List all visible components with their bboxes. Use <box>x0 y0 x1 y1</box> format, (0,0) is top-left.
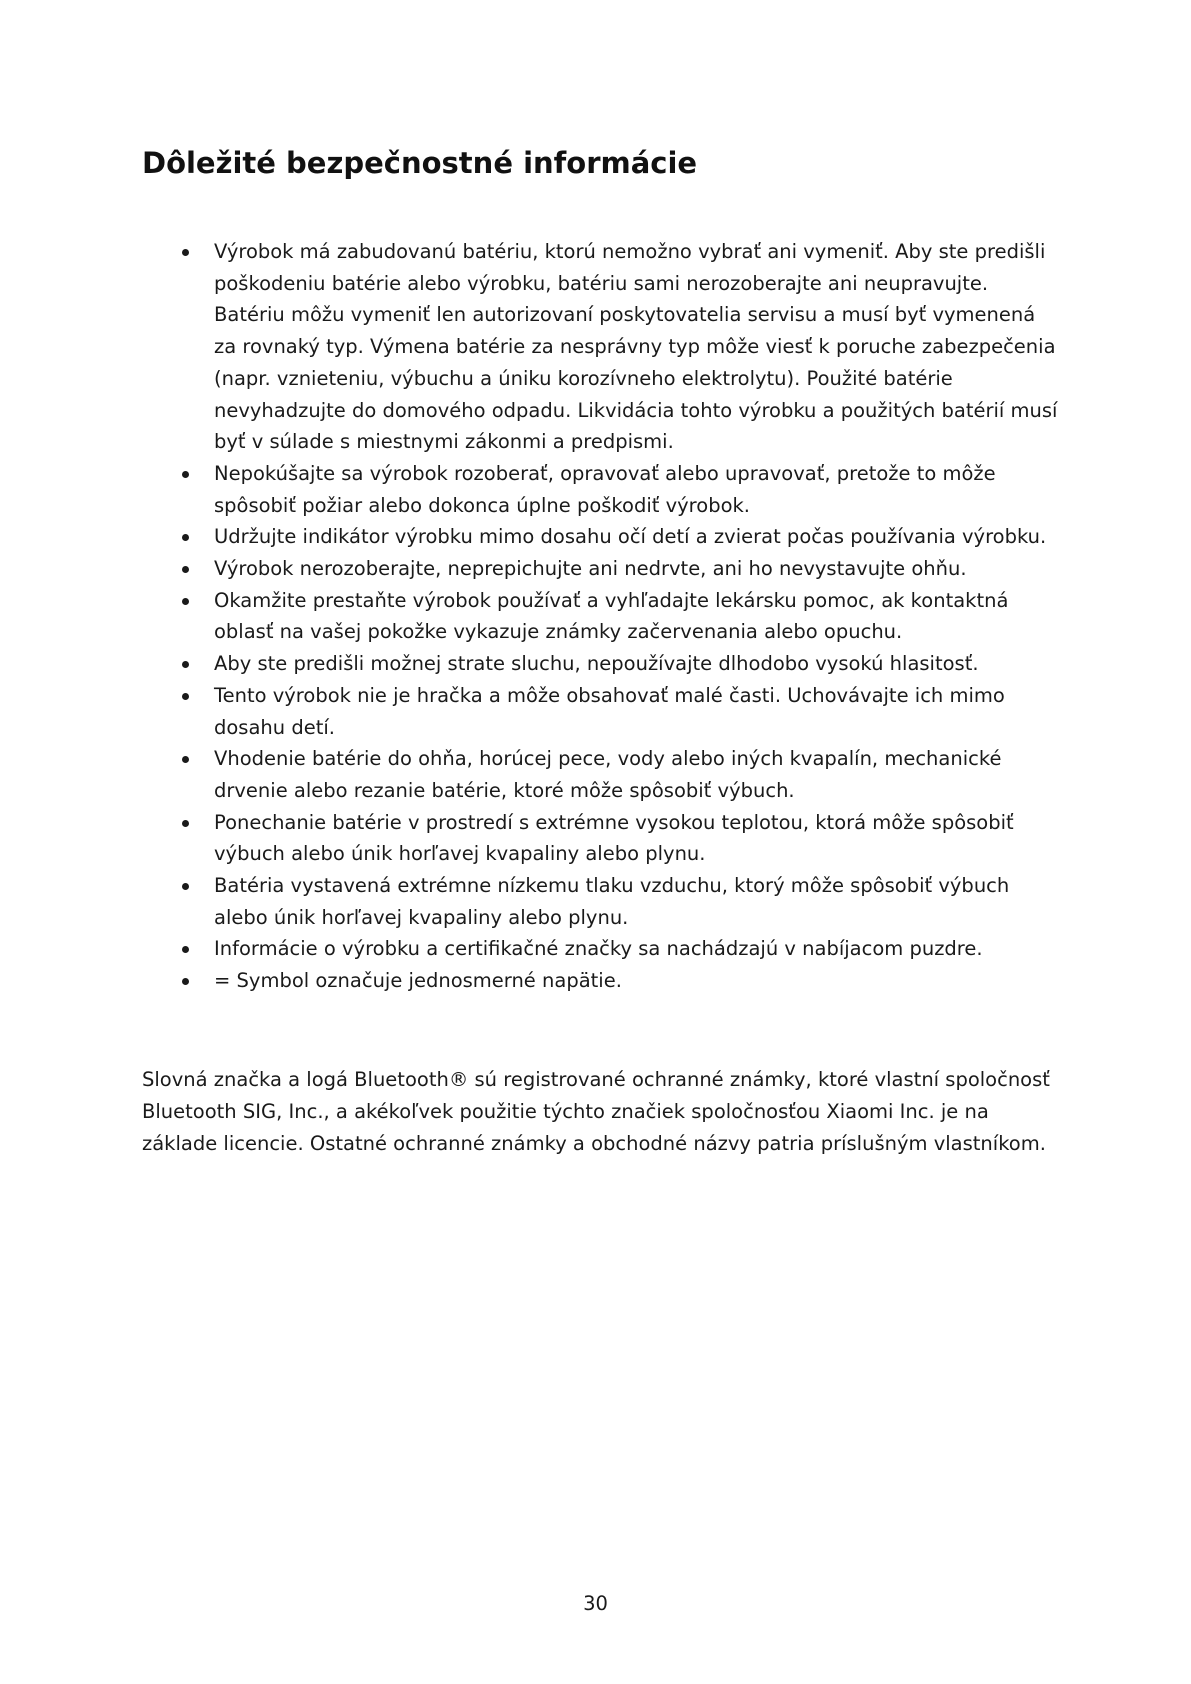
bullet-text: Batéria vystavená extrémne nízkemu tlaku vzduchu, ktorý môže spôsobiť výbuch alebo únik horľavej kvapaliny alebo plynu. <box>214 874 1010 929</box>
bullet-dot-icon <box>182 598 189 605</box>
bullet-text: Udržujte indikátor výrobku mimo dosahu očí detí a zvierat počas používania výrobku. <box>214 525 1047 549</box>
bullet-dot-icon <box>182 661 189 668</box>
bullet-text: Vhodenie batérie do ohňa, horúcej pece, vody alebo iných kvapalín, mechanické drvenie alebo rezanie batérie, ktoré môže spôsobiť výbuch. <box>214 747 1002 802</box>
bullet-dot-icon <box>182 946 189 953</box>
bullet-item <box>180 743 1060 806</box>
bullet-dot-icon <box>182 978 189 985</box>
bullet-dot-icon <box>182 693 189 700</box>
bullet-item <box>180 870 1060 933</box>
bullet-text: Ponechanie batérie v prostredí s extrémne vysokou teplotou, ktorá môže spôsobiť výbuch alebo únik horľavej kvapaliny alebo plynu. <box>214 810 1014 866</box>
page-number: 30 <box>583 1592 608 1615</box>
bullet-item <box>180 807 1060 870</box>
bullet-dot-icon <box>182 820 189 827</box>
bullet-item <box>180 458 1060 521</box>
bullet-item <box>180 680 1060 743</box>
bullet-item <box>180 585 1060 648</box>
bullet-text: Aby ste predišli možnej strate sluchu, nepoužívajte dlhodobo vysokú hlasitosť. <box>214 652 979 676</box>
bullet-item <box>180 236 1060 458</box>
bullet-item <box>180 553 1060 585</box>
safety-bullet-list <box>180 236 1060 997</box>
bullet-dot-icon <box>182 566 189 573</box>
bullet-item <box>180 933 1060 965</box>
page-title: Dôležité bezpečnostné informácie <box>142 146 698 180</box>
bullet-text: Tento výrobok nie je hračka a môže obsahovať malé časti. Uchovávajte ich mimo dosahu detí. <box>214 683 1005 739</box>
trademark-notice: Slovná značka a logá Bluetooth® sú registrované ochranné známky, ktoré vlastní spoločnosť Bluetooth SIG, Inc., a akékoľvek použitie týchto značiek spoločnosťou Xiaomi Inc. je na základe licencie. Ostatné ochranné známky a obchodné názvy patria príslušným vlastníkom. <box>142 1068 1050 1155</box>
bullet-text: = Symbol označuje jednosmerné napätie. <box>214 969 622 993</box>
bullet-text: Výrobok má zabudovanú batériu, ktorú nemožno vybrať ani vymeniť. Aby ste predišli poškodeniu batérie alebo výrobku, batériu sami nerozoberajte ani neupravujte. Batériu môžu vymeniť len autorizovaní poskytovatelia servisu a musí byť vymenená za rovnaký typ. Výmena batérie za nesprávny typ môže viesť k poruche zabezpečenia (napr. vznieteniu, výbuchu a úniku korozívneho elektrolytu). Použité batérie nevyhadzujte do domového odpadu. Likvidácia tohto výrobku a použitých batérií musí byť v súlade s miestnymi zákonmi a predpismi. <box>214 240 1058 454</box>
bullet-text: Výrobok nerozoberajte, neprepichujte ani nedrvte, ani ho nevystavujte ohňu. <box>214 557 967 581</box>
bullet-item <box>180 521 1060 553</box>
bullet-dot-icon <box>182 883 189 890</box>
bullet-text: Nepokúšajte sa výrobok rozoberať, opravovať alebo upravovať, pretože to môže spôsobiť požiar alebo dokonca úplne poškodiť výrobok. <box>214 461 996 517</box>
bullet-text: Okamžite prestaňte výrobok používať a vyhľadajte lekársku pomoc, ak kontaktná oblasť na vašej pokožke vykazuje známky začervenania alebo opuchu. <box>214 588 1009 644</box>
bullet-dot-icon <box>182 471 189 478</box>
bullet-dot-icon <box>182 756 189 763</box>
bullet-dot-icon <box>182 534 189 541</box>
bullet-text: Informácie o výrobku a certifikačné značky sa nachádzajú v nabíjacom puzdre. <box>214 937 983 961</box>
bullet-dot-icon <box>182 249 189 256</box>
bullet-item <box>180 648 1060 680</box>
bullet-item <box>180 965 1060 997</box>
